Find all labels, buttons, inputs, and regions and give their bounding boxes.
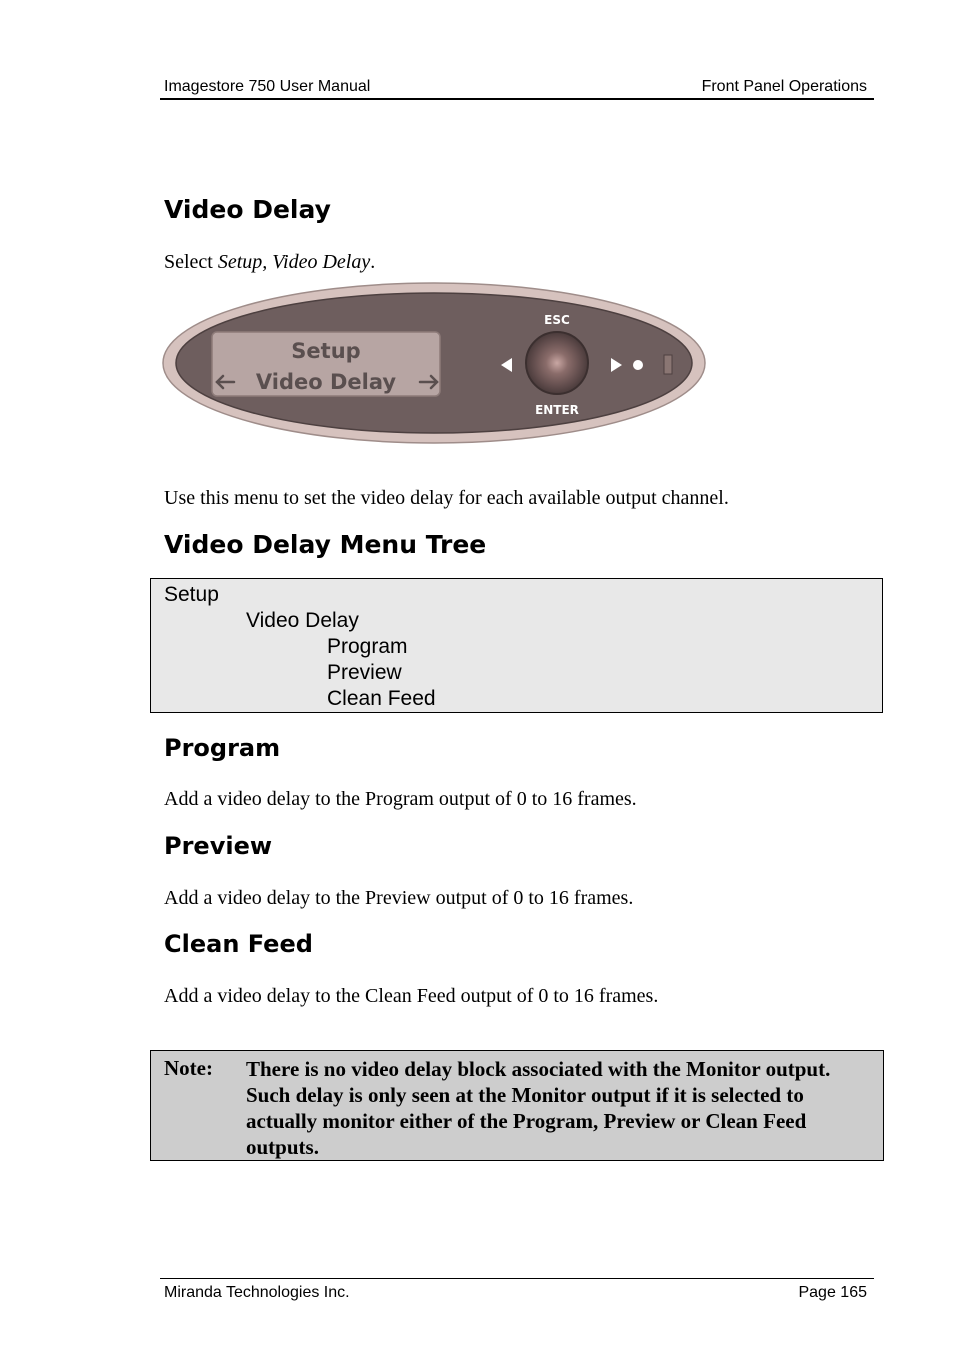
clean-feed-title: Clean Feed	[164, 930, 313, 958]
menu-tree-box	[150, 578, 883, 713]
program-text: Add a video delay to the Program output of 0 to 16 frames.	[164, 788, 637, 810]
select-instruction: Select Setup, Video Delay.	[164, 251, 376, 273]
footer-company: Miranda Technologies Inc.	[164, 1284, 350, 1301]
page-number: Page 165	[798, 1284, 867, 1301]
intro-text: Use this menu to set the video delay for each available output channel.	[164, 487, 729, 509]
tree-item-setup: Setup	[164, 583, 219, 606]
esc-label: ESC	[544, 313, 570, 327]
tree-item-clean-feed: Clean Feed	[327, 687, 436, 710]
clean-feed-text: Add a video delay to the Clean Feed output of 0 to 16 frames.	[164, 985, 659, 1007]
menu-tree-title: Video Delay Menu Tree	[164, 530, 487, 559]
note-box	[150, 1050, 884, 1161]
program-title: Program	[164, 734, 281, 762]
preview-text: Add a video delay to the Preview output of 0 to 16 frames.	[164, 887, 634, 909]
header-rule	[160, 98, 874, 100]
footer-rule	[160, 1278, 874, 1279]
preview-title: Preview	[164, 832, 273, 860]
lcd-line-1: Setup	[291, 339, 361, 363]
note-label: Note:	[164, 1056, 213, 1080]
select-path: Setup, Video Delay	[217, 251, 371, 273]
note-text: There is no video delay block associated with the Monitor output. Such delay is only seen at the Monitor output if it is selected to actually monitor either of the Program, Preview or Clean Feed outputs.	[246, 1057, 831, 1159]
header-title: Imagestore 750 User Manual	[164, 78, 371, 95]
front-panel-illustration	[162, 282, 710, 448]
section-title: Video Delay	[164, 195, 331, 224]
status-led-icon	[633, 360, 643, 370]
enter-label: ENTER	[535, 403, 579, 417]
tree-item-program: Program	[327, 635, 408, 658]
indicator-slot-icon	[664, 355, 672, 374]
header-section: Front Panel Operations	[701, 78, 867, 95]
lcd-line-2: Video Delay	[255, 370, 397, 394]
tree-item-preview: Preview	[327, 661, 402, 684]
tree-item-video-delay: Video Delay	[246, 609, 359, 632]
select-knob[interactable]	[526, 332, 588, 394]
